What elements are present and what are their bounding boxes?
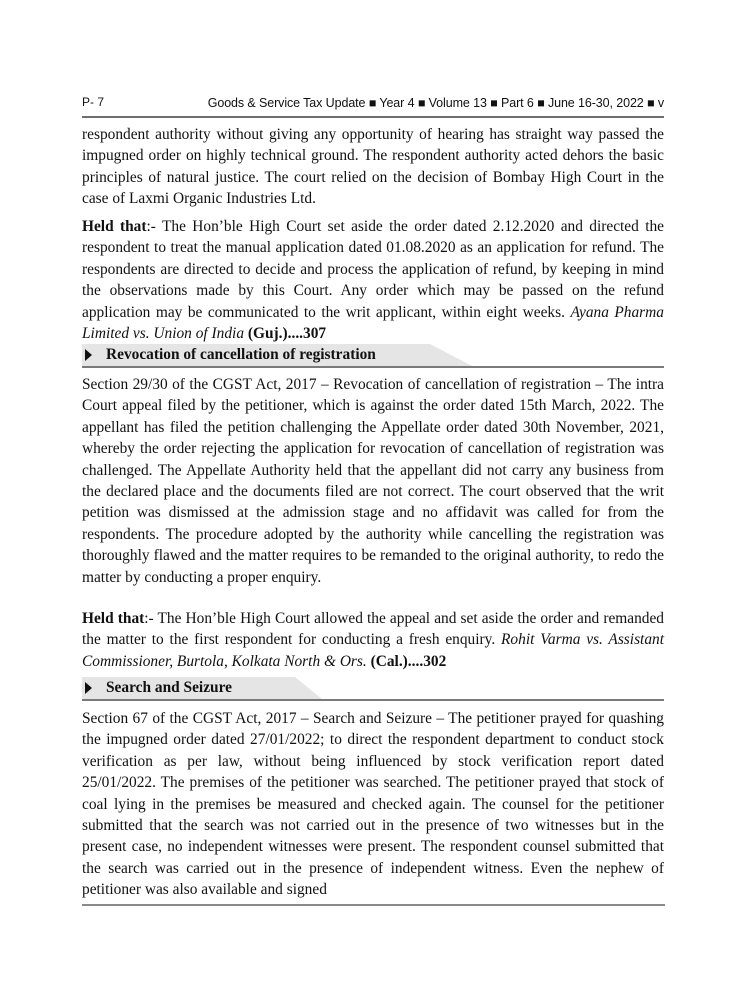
paragraph-intro-continued — [82, 124, 664, 210]
paragraph-revocation — [82, 374, 664, 588]
case-citation: (Cal.)....302 — [366, 652, 447, 670]
paragraph-search-seizure — [82, 708, 664, 901]
page-number: P- 7 — [82, 95, 105, 109]
footer-divider — [82, 904, 665, 906]
held-that-paragraph-1 — [82, 216, 664, 344]
triangle-bullet-icon — [85, 682, 92, 694]
held-that-text: :- The Hon’ble High Court set aside the order dated 2.12.2020 and directed the respondent to treat the manual application dated 01.08.2020 as an application for refund. The respondents are directed to decide and process the application of refund, by keeping in mind the observations made by this Court. Any order which may be passed on the refund application may be communicated to the writ applicant, within eight weeks. — [82, 218, 665, 321]
paragraph-text: Section 67 of the CGST Act, 2017 – Search and Seizure – The petitioner prayed for quashing the impugned order dated 27/01/2022; to direct the respondent department to conduct stock verification as per law, without being influenced by stock verification report dated 25/01/2022. The premises of the petitioner was searched. The petitioner prayed that stock of coal lying in the premises be measured and checked again. The counsel for the petitioner submitted that the search was not carried out in the presence of two witnesses but in the present case, no independent witnesses were present. The respondent counsel submitted that the search was carried out in the presence of independent witness. Even the nephew of petitioner was also available and signed — [82, 710, 664, 899]
running-title: Goods & Service Tax Update ■ Year 4 ■ Volume 13 ■ Part 6 ■ June 16-30, 2022 ■ v — [207, 96, 664, 110]
held-that-text: :- The Hon’ble High Court allowed the appeal and set aside the order and remanded the matter to the first respondent for conducting a fresh enquiry. — [82, 610, 664, 649]
running-header — [82, 96, 664, 118]
section-heading-title: Search and Seizure — [106, 679, 232, 696]
section-heading-title: Revocation of cancellation of registration — [106, 346, 376, 363]
triangle-bullet-icon — [85, 349, 92, 361]
paragraph-text: respondent authority without giving any opportunity of hearing has straight way passed the impugned order on highly technical ground. The respondent authority acted dehors the basic principles of natural justice. The court relied on the decision of Bombay High Court in the case of Laxmi Organic Industries Ltd. — [82, 126, 664, 208]
held-that-label: Held that — [82, 610, 145, 627]
held-that-label: Held that — [82, 218, 147, 235]
case-citation: (Guj.)....307 — [244, 325, 327, 343]
case-name: Ayana Pharma Limited vs. Union of India — [82, 303, 664, 343]
paragraph-text: Section 29/30 of the CGST Act, 2017 – Revocation of cancellation of registration – The intra Court appeal filed by the petitioner, which is against the order dated 15th March, 2022. The appellant has filed the petition challenging the Appellate order dated 30th November, 2021, whereby the order rejecting the application for revocation of cancellation of registration was challenged. The Appellate Authority held that the appellant did not carry any business from the declared place and the documents filed are not correct. The court observed that the writ petition was dismissed at the admission stage and no affidavit was called for from the respondents. The procedure adopted by the authority while cancelling the registration was thoroughly flawed and the matter requires to be remanded to the original authority, to redo the matter by conducting a proper enquiry. — [82, 376, 664, 586]
case-name: Rohit Varma vs. Assistant Commissioner, Burtola, Kolkata North & Ors. — [82, 631, 665, 670]
held-that-paragraph-2 — [82, 608, 664, 672]
section-heading-revocation — [82, 344, 664, 368]
section-heading-search-seizure — [82, 677, 664, 701]
